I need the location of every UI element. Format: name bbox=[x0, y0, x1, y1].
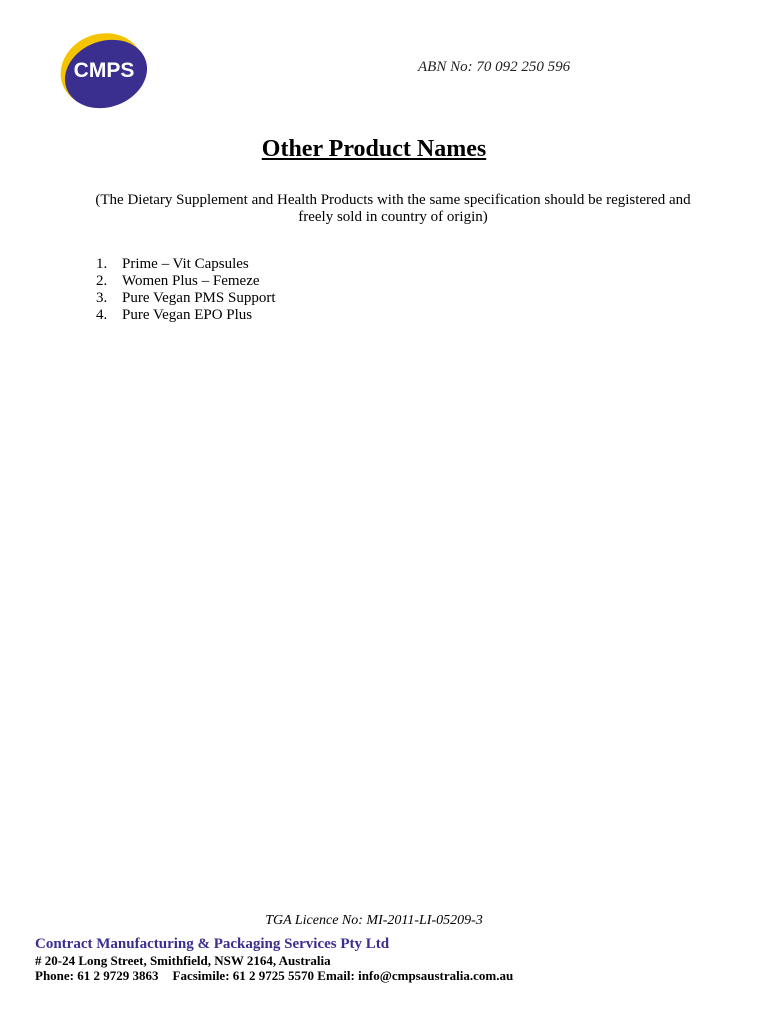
list-item bbox=[96, 307, 276, 324]
logo-text: CMPS bbox=[73, 59, 135, 82]
list-item bbox=[96, 273, 276, 290]
company-address: # 20-24 Long Street, Smithfield, NSW 2164, Australia bbox=[35, 953, 331, 968]
phone-number: Phone: 61 2 9729 3863 bbox=[35, 968, 159, 983]
list-item-name: Pure Vegan EPO Plus bbox=[122, 307, 253, 323]
list-item-name: Pure Vegan PMS Support bbox=[122, 290, 276, 306]
list-item bbox=[96, 290, 276, 307]
cmps-logo bbox=[54, 30, 154, 116]
intro-text: (The Dietary Supplement and Health Products with the same specification should be registered and freely sold in country of origin) bbox=[95, 192, 691, 225]
contact-line bbox=[35, 968, 513, 984]
cmps-logo-graphic bbox=[54, 30, 154, 116]
list-item-number: 3. bbox=[96, 290, 108, 306]
list-item-number: 4. bbox=[96, 307, 108, 323]
abn-number: ABN No: 70 092 250 596 bbox=[418, 59, 571, 75]
product-list bbox=[96, 256, 276, 324]
page-title: Other Product Names bbox=[261, 136, 487, 162]
list-item-number: 2. bbox=[96, 273, 108, 289]
company-name: Contract Manufacturing & Packaging Services Pty Ltd bbox=[35, 936, 390, 952]
fax-email: Facsimile: 61 2 9725 5570 Email: info@cmpsaustralia.com.au bbox=[172, 968, 514, 983]
list-item-name: Women Plus – Femeze bbox=[122, 273, 260, 289]
list-item-number: 1. bbox=[96, 256, 108, 272]
list-item-name: Prime – Vit Capsules bbox=[122, 256, 249, 272]
tga-licence: TGA Licence No: MI-2011-LI-05209-3 bbox=[265, 913, 483, 928]
list-item bbox=[96, 256, 276, 273]
